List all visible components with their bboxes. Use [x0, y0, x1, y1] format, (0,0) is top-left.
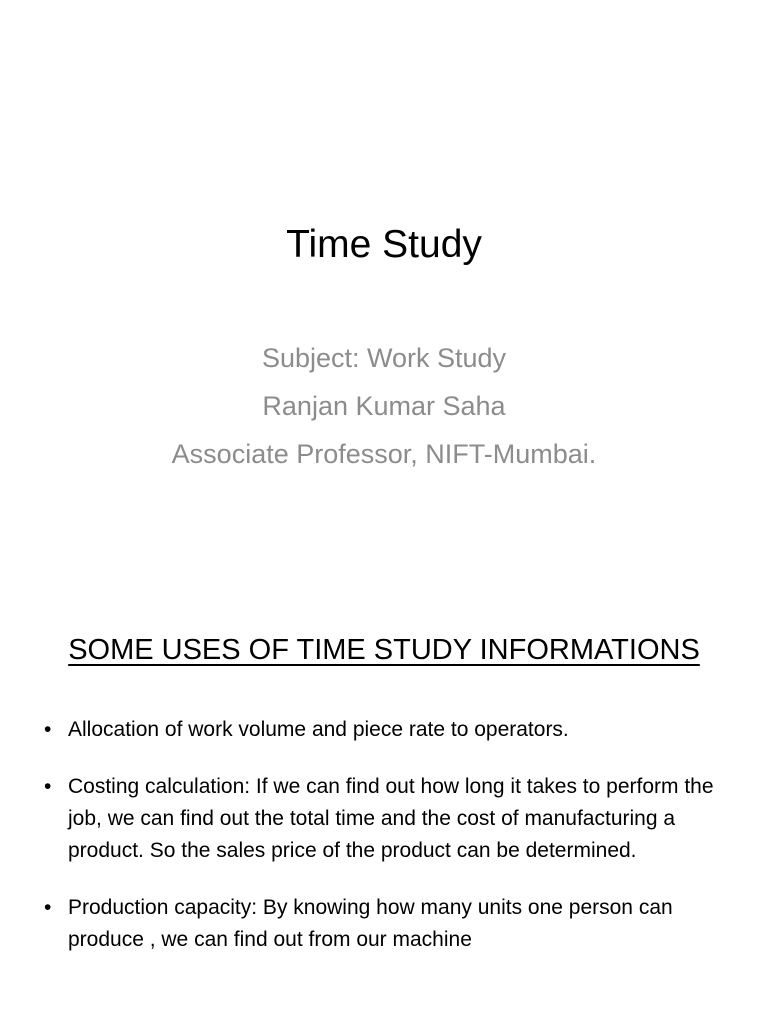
bullet-icon: •: [44, 896, 52, 919]
bullet-text: Costing calculation: If we can find out how long it takes to perform the job, we can find out the total time and the cost of manufacturing a product. So the sales price of the product can be determined.: [68, 775, 714, 862]
slide-title: Time Study: [286, 223, 482, 266]
bullet-item: [44, 892, 734, 956]
bullet-item: [44, 714, 734, 746]
bullet-icon: •: [44, 718, 52, 741]
subtitle-affiliation: Associate Professor, NIFT-Mumbai.: [171, 439, 597, 469]
content-slide: [0, 576, 768, 1024]
slide-heading: SOME USES OF TIME STUDY INFORMATIONS: [68, 634, 700, 666]
bullet-icon: •: [44, 775, 52, 798]
subtitle-subject: Subject: Work Study: [261, 343, 507, 373]
subtitle-author: Ranjan Kumar Saha: [262, 391, 506, 421]
bullet-text: Allocation of work volume and piece rate to operators.: [68, 718, 569, 741]
bullet-list: [44, 714, 734, 981]
slide-subtitle: [0, 334, 768, 478]
bullet-text: Production capacity: By knowing how many units one person can produce , we can find out from our machine: [68, 896, 673, 951]
bullet-item: [44, 771, 734, 867]
